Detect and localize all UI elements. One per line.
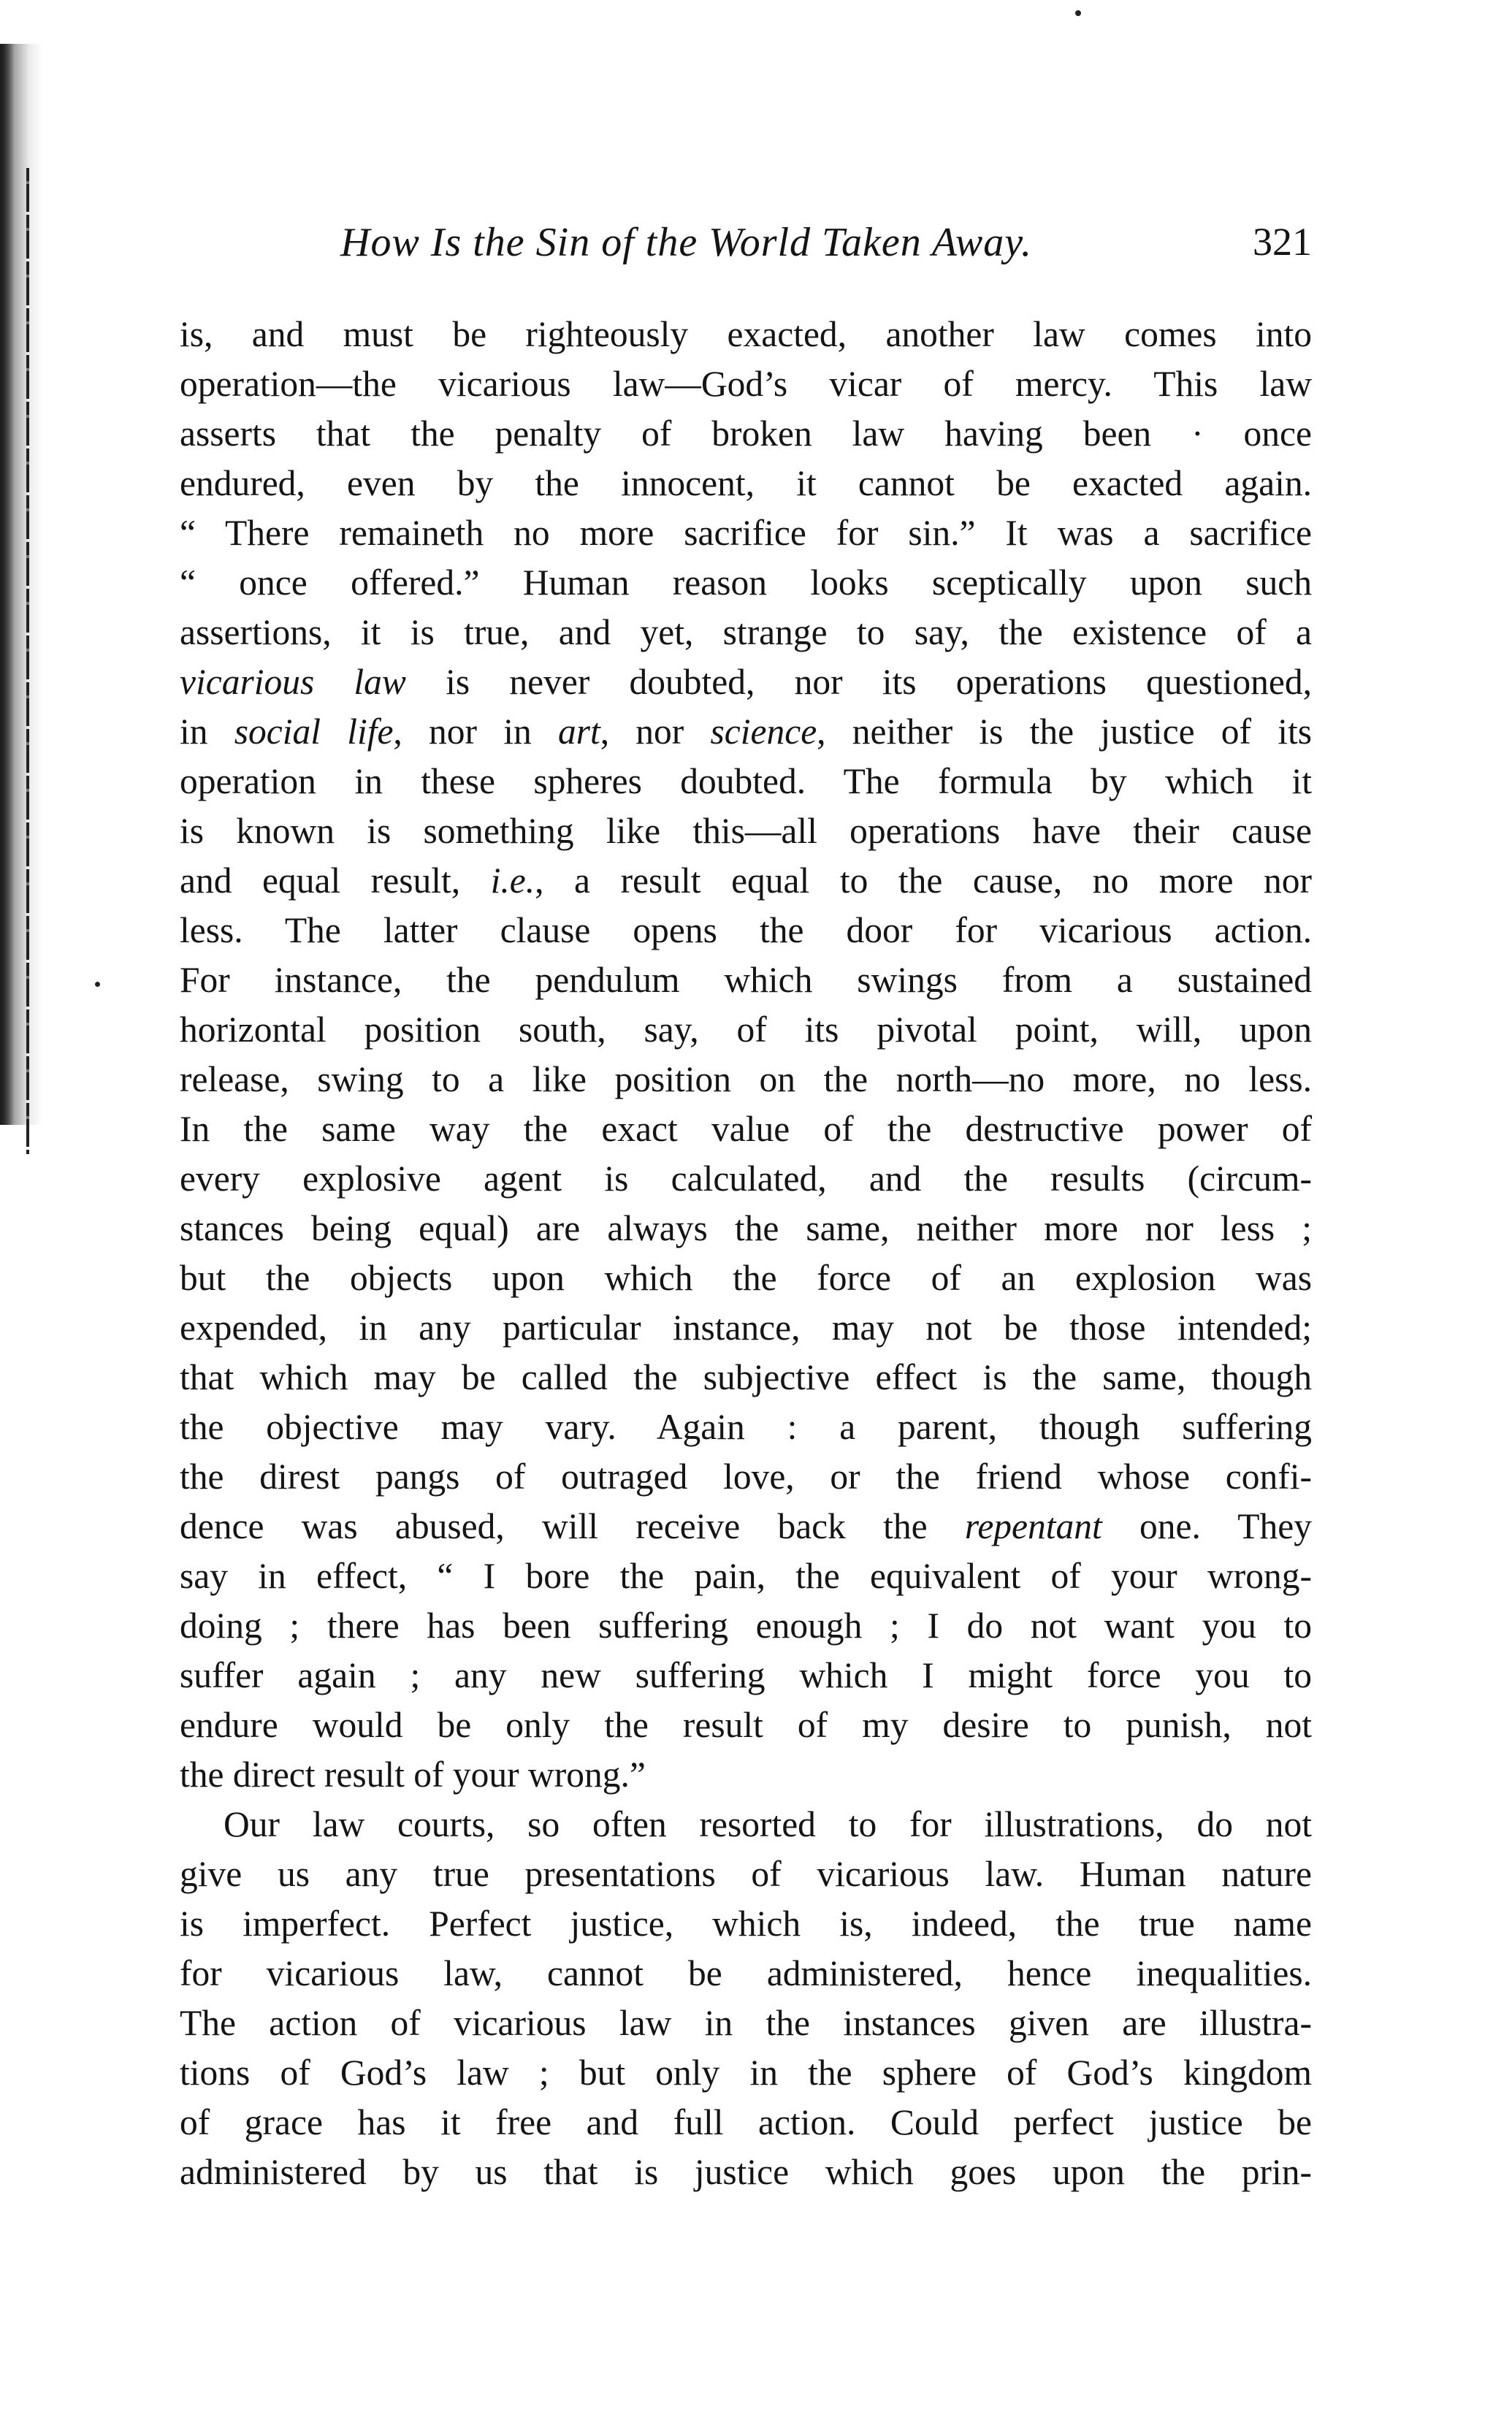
scan-speck: [1075, 10, 1081, 16]
text-line: [180, 508, 1312, 558]
running-head: [180, 219, 1312, 278]
text-segment: , nor: [600, 711, 711, 752]
text-segment: , nor in: [393, 711, 558, 752]
text-line: [180, 1055, 1312, 1104]
text-line: [180, 1502, 1312, 1551]
text-line: [180, 1452, 1312, 1502]
text-line: [180, 906, 1312, 955]
text-line: [180, 1899, 1312, 1949]
text-segment: the direst pangs of outraged love, or the friend whose confi-: [180, 1457, 1312, 1497]
text-segment: , a result equal to the cause, no more nor: [535, 860, 1313, 901]
text-segment: operation—the vicarious law—God’s vicar of mercy. This law: [180, 364, 1312, 404]
text-line: [180, 1750, 1312, 1800]
text-segment: for vicarious law, cannot be administered, hence inequalities.: [180, 1953, 1312, 1993]
text-segment: doing ; there has been suffering enough ; I do not want you to: [180, 1606, 1312, 1646]
text-segment: is, and must be righteously exacted, another law comes into: [180, 314, 1312, 354]
text-segment: In the same way the exact value of the destructive power of: [180, 1109, 1312, 1149]
italic-text: i.e.: [490, 860, 535, 901]
text-line: [180, 1154, 1312, 1204]
text-line: [180, 459, 1312, 508]
text-segment: “ once offered.” Human reason looks sceptically upon such: [180, 562, 1312, 603]
text-segment: endure would be only the result of my desire to punish, not: [180, 1705, 1312, 1745]
text-segment: expended, in any particular instance, may not be those intended;: [180, 1307, 1312, 1348]
text-segment: is never doubted, nor its operations questioned,: [405, 662, 1312, 702]
running-title: How Is the Sin of the World Taken Away.: [340, 220, 1032, 265]
scanned-binding-edge: [0, 44, 42, 1125]
text-segment: release, swing to a like position on the north—no more, no less.: [180, 1059, 1312, 1099]
text-line: [180, 1353, 1312, 1402]
text-segment: that which may be called the subjective effect is the same, though: [180, 1357, 1312, 1397]
text-line: [180, 1253, 1312, 1303]
body-text: [180, 310, 1312, 2197]
text-line: [180, 1204, 1312, 1253]
italic-text: social life: [234, 711, 394, 752]
italic-text: repentant: [964, 1506, 1102, 1546]
text-line: [180, 2148, 1312, 2197]
text-line: [180, 757, 1312, 806]
text-segment: administered by us that is justice which goes upon the prin-: [180, 2152, 1312, 2192]
text-segment: is known is something like this—all operations have their cause: [180, 811, 1312, 851]
text-line: [180, 409, 1312, 459]
text-segment: dence was abused, will receive back the: [180, 1506, 965, 1546]
text-segment: less. The latter clause opens the door for vicarious action.: [180, 910, 1312, 950]
text-line: [180, 1700, 1312, 1750]
italic-text: science: [710, 711, 817, 752]
text-line: [180, 806, 1312, 856]
text-line: [180, 1104, 1312, 1154]
text-line: [180, 1601, 1312, 1651]
text-line: [180, 608, 1312, 657]
text-segment: but the objects upon which the force of an explosion was: [180, 1258, 1312, 1298]
text-line: [180, 856, 1312, 906]
text-line: [180, 1402, 1312, 1452]
text-segment: suffer again ; any new suffering which I might force you to: [180, 1655, 1312, 1695]
text-segment: of grace has it free and full action. Could perfect justice be: [180, 2102, 1312, 2142]
text-line: [180, 1651, 1312, 1700]
text-segment: the objective may vary. Again : a parent, though suffering: [180, 1407, 1312, 1447]
text-line: [180, 558, 1312, 608]
text-line: [180, 2048, 1312, 2098]
text-segment: give us any true presentations of vicarious law. Human nature: [180, 1854, 1312, 1894]
text-segment: stances being equal) are always the same, neither more nor less ;: [180, 1208, 1312, 1248]
text-line: [180, 1005, 1312, 1055]
text-segment: the direct result of your wrong.”: [180, 1755, 646, 1795]
text-segment: asserts that the penalty of broken law having been · once: [180, 413, 1312, 454]
text-segment: is imperfect. Perfect justice, which is, indeed, the true name: [180, 1904, 1312, 1944]
text-line: [180, 1998, 1312, 2048]
text-segment: operation in these spheres doubted. The formula by which it: [180, 761, 1312, 801]
text-line: [180, 359, 1312, 409]
text-segment: , neither is the justice of its: [817, 711, 1312, 752]
text-segment: Our law courts, so often resorted to for illustrations, do not: [224, 1804, 1312, 1844]
text-line: [180, 1800, 1312, 1849]
text-segment: assertions, it is true, and yet, strange to say, the existence of a: [180, 612, 1312, 652]
scan-speck: [95, 982, 100, 987]
text-segment: in: [180, 711, 234, 752]
text-segment: say in effect, “ I bore the pain, the equivalent of your wrong-: [180, 1556, 1312, 1596]
scanned-binding-line: [26, 168, 29, 1154]
text-segment: “ There remaineth no more sacrifice for sin.” It was a sacrifice: [180, 513, 1312, 553]
text-line: [180, 1303, 1312, 1353]
text-segment: one. They: [1101, 1506, 1312, 1546]
text-segment: and equal result,: [180, 860, 491, 901]
text-line: [180, 1949, 1312, 1998]
text-line: [180, 1551, 1312, 1601]
page-number: 321: [1253, 220, 1312, 264]
text-segment: For instance, the pendulum which swings from a sustained: [180, 960, 1312, 1000]
text-segment: The action of vicarious law in the instances given are illustra-: [180, 2003, 1312, 2043]
text-line: [180, 707, 1312, 757]
text-line: [180, 1849, 1312, 1899]
text-segment: tions of God’s law ; but only in the sphere of God’s kingdom: [180, 2053, 1312, 2093]
italic-text: vicarious law: [180, 662, 406, 702]
text-line: [180, 310, 1312, 359]
text-line: [180, 657, 1312, 707]
text-segment: every explosive agent is calculated, and the results (circum-: [180, 1158, 1312, 1199]
italic-text: art: [557, 711, 600, 752]
text-segment: horizontal position south, say, of its pivotal point, will, upon: [180, 1009, 1312, 1050]
text-line: [180, 955, 1312, 1005]
text-line: [180, 2098, 1312, 2148]
text-segment: endured, even by the innocent, it cannot be exacted again.: [180, 463, 1312, 503]
